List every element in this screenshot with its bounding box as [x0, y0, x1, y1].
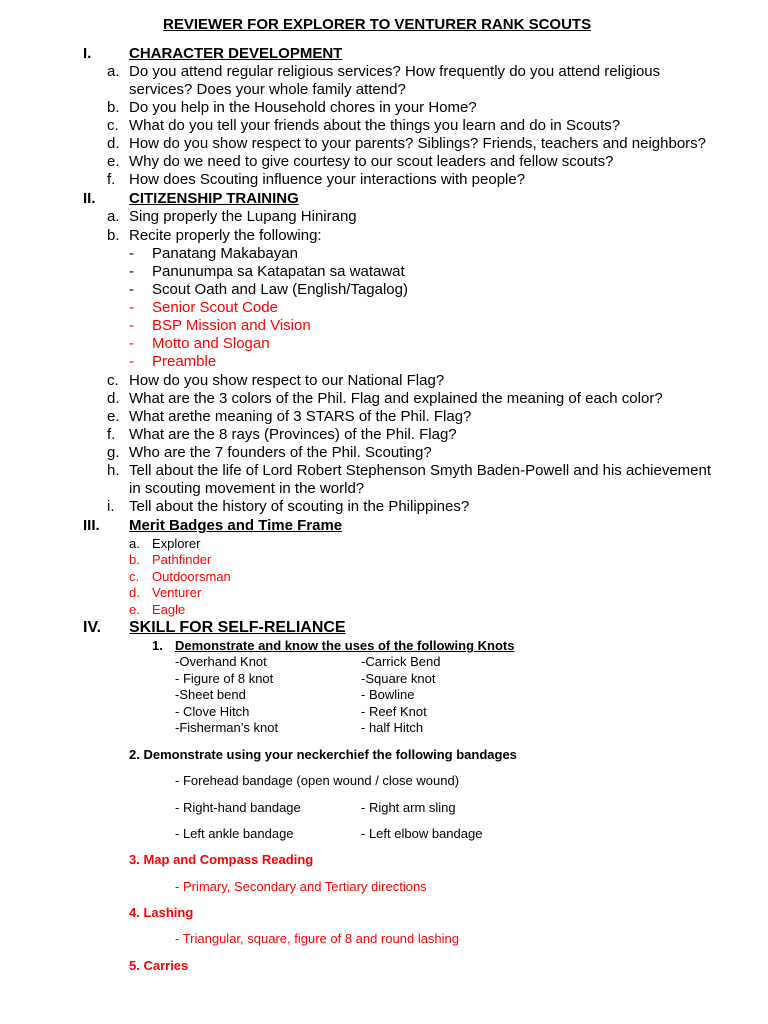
lashing-item: - Triangular, square, figure of 8 and round lashing	[175, 931, 460, 946]
dash-marker: -	[129, 245, 134, 262]
list-marker: a.	[107, 208, 120, 225]
subheading-map-compass: 3. Map and Compass Reading	[129, 852, 314, 867]
recite-item: Panunumpa sa Katapatan sa watawat	[152, 263, 405, 280]
subheading-lashing: 4. Lashing	[129, 905, 194, 920]
list-marker: a.	[107, 63, 120, 80]
knot-item: -Overhand Knot	[175, 654, 267, 669]
list-marker: e.	[129, 602, 140, 617]
list-item: Sing properly the Lupang Hinirang	[129, 208, 357, 225]
list-item: Why do we need to give courtesy to our scout leaders and fellow scouts?	[129, 153, 614, 170]
recite-item: Preamble	[152, 353, 217, 370]
knot-item: - Clove Hitch	[175, 704, 250, 719]
section-3-heading: Merit Badges and Time Frame	[129, 517, 343, 534]
badge-item: Explorer	[152, 536, 201, 551]
section-3-number: III.	[83, 517, 100, 534]
list-marker: f.	[107, 171, 116, 188]
recite-item: Panatang Makabayan	[152, 245, 298, 262]
section-1-heading: CHARACTER DEVELOPMENT	[129, 45, 343, 62]
badge-item: Venturer	[152, 585, 202, 600]
list-marker: b.	[107, 99, 120, 116]
bandage-item: - Left elbow bandage	[361, 826, 483, 841]
list-item: services? Does your whole family attend?	[129, 81, 406, 98]
recite-item: Scout Oath and Law (English/Tagalog)	[152, 281, 408, 298]
dash-marker: -	[129, 263, 134, 280]
list-item: Recite properly the following:	[129, 227, 322, 244]
knot-item: - Bowline	[361, 687, 415, 702]
recite-item: Senior Scout Code	[152, 299, 278, 316]
list-marker: a.	[129, 536, 140, 551]
list-item: How does Scouting influence your interactions with people?	[129, 171, 526, 188]
dash-marker: -	[129, 281, 134, 298]
knot-item: - Figure of 8 knot	[175, 671, 274, 686]
document-title: REVIEWER FOR EXPLORER TO VENTURER RANK SCOUTS	[163, 16, 592, 33]
list-marker: c.	[129, 569, 140, 584]
list-marker: f.	[107, 426, 116, 443]
list-marker: d.	[107, 135, 120, 152]
list-item: What are the 8 rays (Provinces) of the Phil. Flag?	[129, 426, 457, 443]
list-item: Tell about the life of Lord Robert Stephenson Smyth Baden-Powell and his achievement	[129, 462, 712, 479]
bandage-item: - Right-hand bandage	[175, 800, 301, 815]
list-item: How do you show respect to your parents? Siblings? Friends, teachers and neighbors?	[129, 135, 706, 152]
list-marker: b.	[107, 227, 120, 244]
subheading-knots: Demonstrate and know the uses of the following Knots	[175, 638, 515, 653]
knot-item: - Reef Knot	[361, 704, 427, 719]
list-marker: i.	[107, 498, 115, 515]
badge-item: Eagle	[152, 602, 186, 617]
list-marker: h.	[107, 462, 120, 479]
recite-item: Motto and Slogan	[152, 335, 270, 352]
knot-item: -Carrick Bend	[361, 654, 441, 669]
bandage-item: - Right arm sling	[361, 800, 456, 815]
recite-item: BSP Mission and Vision	[152, 317, 311, 334]
section-2-heading: CITIZENSHIP TRAINING	[129, 190, 299, 207]
list-item: in scouting movement in the world?	[129, 480, 365, 497]
list-item: What arethe meaning of 3 STARS of the Phil. Flag?	[129, 408, 472, 425]
bandage-item: - Left ankle bandage	[175, 826, 294, 841]
knot-item: -Fisherman’s knot	[175, 720, 279, 735]
section-4-number: IV.	[83, 619, 102, 636]
list-marker: g.	[107, 444, 120, 461]
knot-item: -Square knot	[361, 671, 436, 686]
list-item: Tell about the history of scouting in the Philippines?	[129, 498, 470, 515]
section-4-heading: SKILL FOR SELF-RELIANCE	[129, 619, 346, 636]
bandage-item: - Forehead bandage (open wound / close wound)	[175, 773, 460, 788]
knot-item: - half Hitch	[361, 720, 424, 735]
list-marker: c.	[107, 117, 119, 134]
list-marker: 1.	[152, 638, 163, 653]
subheading-bandages: 2. Demonstrate using your neckerchief the following bandages	[129, 747, 517, 762]
list-item: What do you tell your friends about the things you learn and do in Scouts?	[129, 117, 621, 134]
list-marker: e.	[107, 153, 120, 170]
list-item: What are the 3 colors of the Phil. Flag and explained the meaning of each color?	[129, 390, 663, 407]
list-item: Do you help in the Household chores in your Home?	[129, 99, 477, 116]
list-item: Who are the 7 founders of the Phil. Scouting?	[129, 444, 432, 461]
section-2-number: II.	[83, 190, 96, 207]
badge-item: Pathfinder	[152, 552, 212, 567]
list-item: How do you show respect to our National Flag?	[129, 372, 445, 389]
dash-marker: -	[129, 317, 134, 334]
list-marker: d.	[107, 390, 120, 407]
map-item: - Primary, Secondary and Tertiary directions	[175, 879, 427, 894]
list-marker: e.	[107, 408, 120, 425]
knot-item: -Sheet bend	[175, 687, 246, 702]
subheading-carries: 5. Carries	[129, 958, 189, 973]
dash-marker: -	[129, 335, 134, 352]
dash-marker: -	[129, 353, 134, 370]
badge-item: Outdoorsman	[152, 569, 231, 584]
list-item: Do you attend regular religious services? How frequently do you attend religious	[129, 63, 661, 80]
list-marker: c.	[107, 372, 119, 389]
list-marker: b.	[129, 552, 140, 567]
section-1-number: I.	[83, 45, 92, 62]
dash-marker: -	[129, 299, 134, 316]
list-marker: d.	[129, 585, 140, 600]
